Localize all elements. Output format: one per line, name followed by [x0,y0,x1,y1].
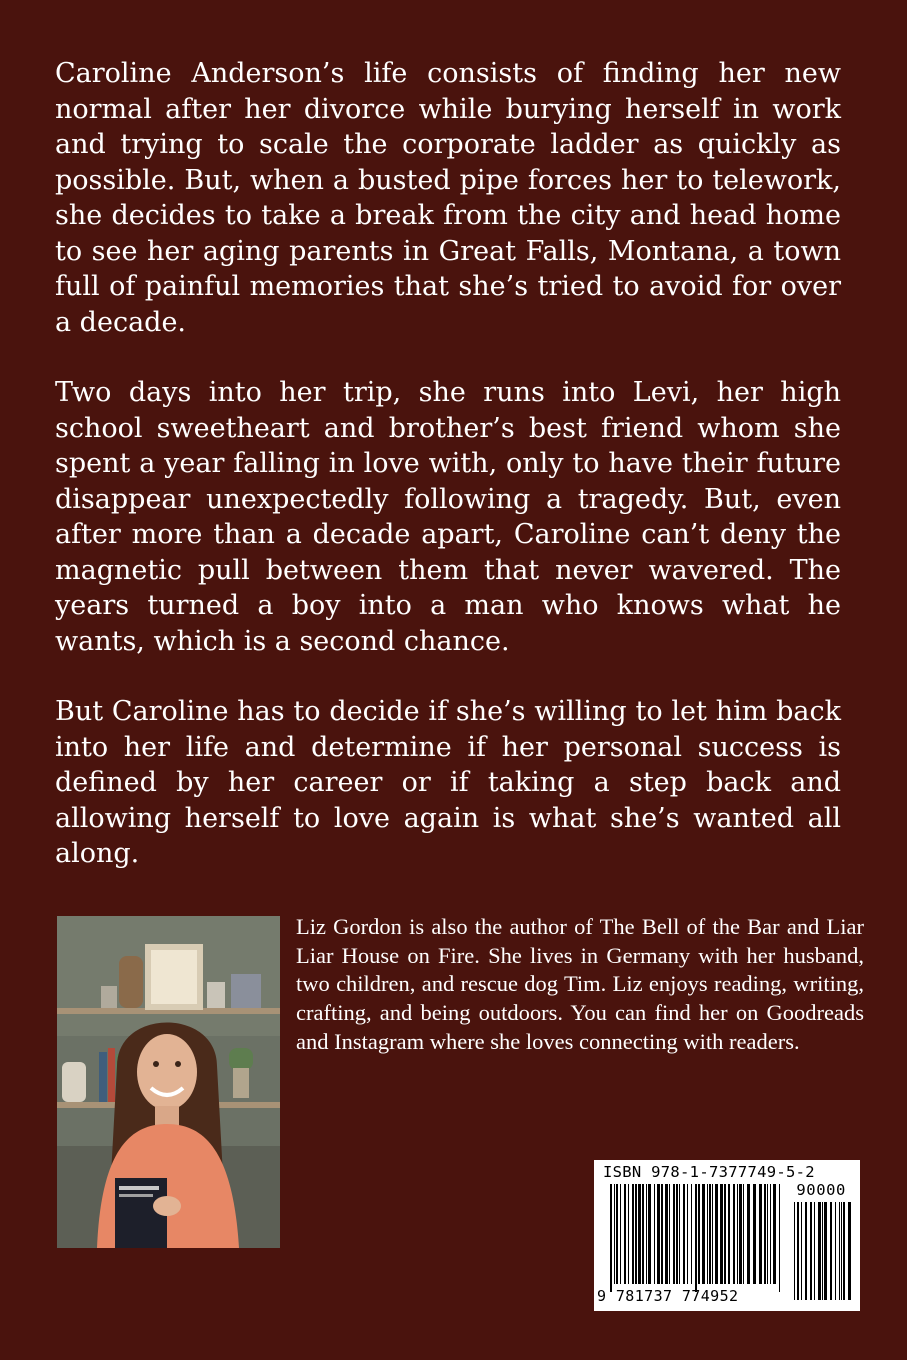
barcode-bar [673,1184,675,1284]
barcode-bar [687,1184,688,1284]
barcode-bar [657,1184,660,1284]
barcode-bar [702,1184,705,1284]
barcode-addon-bar [810,1202,812,1300]
barcode-bar [709,1184,711,1284]
barcode-bar [616,1184,618,1284]
isbn-barcode [594,1160,860,1311]
barcode-bar [665,1184,668,1284]
barcode-bar [707,1184,708,1284]
barcode-addon-bar [797,1202,799,1300]
barcode-bar [654,1184,655,1284]
barcode-addon-bar [830,1202,832,1300]
barcode-bar [648,1184,651,1284]
barcode-bar [759,1184,762,1284]
barcode-bar [715,1184,718,1284]
barcode-bar [720,1184,723,1284]
barcode-addon-bar [818,1202,821,1300]
barcode-addon-bar [814,1202,815,1300]
author-photo [57,916,280,1248]
author-bio: Liz Gordon is also the author of The Bell of the Bar and Liar Liar House on Fire. She lives in Germany with her husband, two children, and rescue dog Tim. Liz enjoys reading, writing, crafting, and being outdoors. You can find her on Goodreads and Instagram where she loves connecting with readers. [296,914,864,1054]
barcode-addon-bar [824,1202,827,1300]
barcode-bar [646,1184,647,1284]
barcode-bar [610,1184,612,1292]
barcode-bar [767,1184,768,1284]
barcode-addon-bar [801,1202,802,1300]
barcode-bar [764,1184,766,1284]
barcode-addon-bar [805,1202,807,1300]
barcode-addon-bar [843,1202,845,1300]
barcode-bar [737,1184,738,1284]
barcode-bar [743,1184,744,1284]
barcode-bar [638,1184,641,1284]
barcode-bar [669,1184,670,1284]
barcode-bar [739,1184,742,1284]
barcode-addon-bar [839,1202,840,1300]
barcode-bar [698,1184,700,1284]
barcode-bar [770,1184,771,1284]
barcode-bar [614,1184,615,1284]
blurb-paragraph-1: Caroline Anderson’s life consists of finding her new normal after her divorce while burying herself in work and trying to scale the corporate ladder as quickly as possible. But, when a busted pipe forces her to telework, she decides to take a break from the city and head home to see her aging parents in Great Falls, Montana, a town full of painful memories that she’s tried to avoid for over a decade. [55,58,841,338]
barcode-addon-bar [848,1202,851,1300]
barcode-bar [683,1184,685,1284]
barcode-bar [679,1184,680,1284]
barcode-bar [724,1184,726,1284]
barcode-bar [695,1184,697,1292]
barcode-bar [661,1184,663,1284]
barcode-addon-bar [794,1202,795,1300]
blurb-paragraph-3: But Caroline has to decide if she’s willing to let him back into her life and determine if her personal success is defined by her career or if taking a step back and allowing herself to love again is what she’s wanted all along. [55,696,841,869]
ean-digits: 9 781737 774952 [597,1287,739,1305]
barcode-bar [676,1184,678,1284]
barcode-addon-bar [841,1202,842,1300]
barcode-bar [632,1184,634,1284]
barcode-addon-bar [822,1202,823,1300]
blurb-paragraph-2: Two days into her trip, she runs into Levi, her high school sweetheart and brother’s best friend whom she spent a year falling in love with, only to have their future disappear unexpectedly following a tragedy. But, even after more than a decade apart, Caroline can’t deny the magnetic pull between them that never wavered. The years turned a boy into a man who knows what he wants, which is a second chance. [55,377,841,657]
barcode-bar [691,1184,692,1284]
barcode-bar [747,1184,750,1284]
barcode-bar [642,1184,644,1284]
barcode-bar [712,1184,713,1284]
barcode-bar [773,1184,776,1284]
barcode-bar [779,1184,780,1292]
barcode-bar [753,1184,756,1284]
barcode-bar [728,1184,730,1284]
barcode-bar [628,1184,629,1284]
barcode-bar [624,1184,626,1284]
barcode-addon-bar [835,1202,836,1300]
barcode-bar [620,1184,621,1284]
isbn-label: ISBN 978-1-7377749-5-2 [603,1163,815,1181]
barcode-bar [635,1184,637,1284]
price-code: 90000 [796,1181,846,1199]
barcode-bar [733,1184,735,1284]
